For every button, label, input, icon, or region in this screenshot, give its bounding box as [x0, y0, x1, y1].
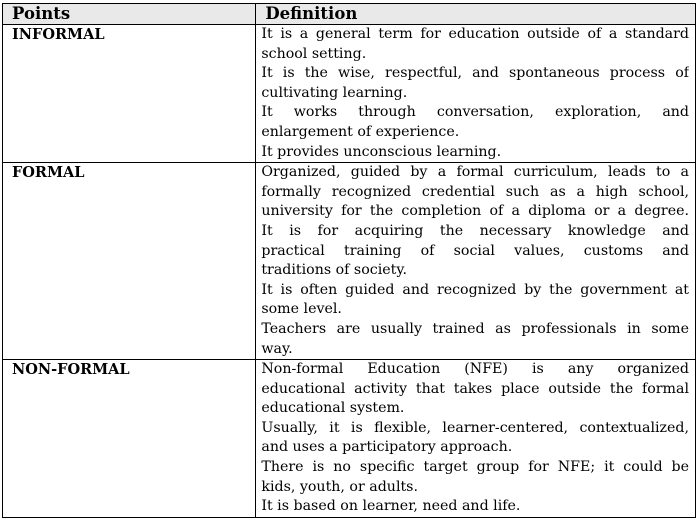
header-definition: Definition: [256, 4, 696, 25]
definition-line: cultivating learning.: [261, 84, 408, 101]
definition-line: It is often guided and recognized by the government at: [261, 281, 689, 298]
definition-line: There is no specific target group for NFE; it could be: [261, 459, 689, 476]
definition-line: some level.: [261, 301, 342, 318]
definition-line: way.: [261, 340, 293, 357]
definition-line: traditions of society.: [261, 262, 407, 279]
definition-line: Non-formal Education (NFE) is any organized: [261, 361, 689, 378]
definition-line: It is based on learner, need and life.: [261, 498, 521, 515]
definition-line: Teachers are usually trained as professionals in some: [261, 320, 689, 337]
definition-cell: [256, 360, 696, 518]
point-label: INFORMAL: [12, 26, 105, 43]
definition-line: kids, youth, or adults.: [261, 478, 418, 495]
table-row-non-formal: [3, 360, 696, 518]
definition-line: It is for acquiring the necessary knowledge and: [261, 222, 689, 239]
header-row: [3, 4, 696, 25]
point-cell: [3, 360, 256, 518]
definition-line: school setting.: [261, 45, 367, 62]
definition-line: It is a general term for education outside of a standard: [261, 26, 689, 42]
definition-cell: [256, 163, 696, 360]
definition-line: formally recognized credential such as a high school,: [261, 183, 689, 200]
header-points: Points: [3, 4, 256, 25]
definition-cell: [256, 25, 696, 163]
point-cell: [3, 163, 256, 360]
table-row-formal: [3, 163, 696, 360]
table-row-informal: [3, 25, 696, 163]
definitions-table: [2, 3, 696, 518]
definition-line: Organized, guided by a formal curriculum, leads to a: [261, 164, 689, 181]
definition-line: It works through conversation, exploration, and: [261, 104, 689, 121]
definition-line: educational activity that takes place outside the formal: [261, 380, 689, 397]
definition-line: enlargement of experience.: [261, 123, 460, 140]
point-label: NON-FORMAL: [12, 361, 130, 379]
definition-line: university for the completion of a diploma or a degree.: [261, 203, 689, 220]
definition-line: It is the wise, respectful, and spontaneous process of: [261, 65, 689, 82]
definition-line: Usually, it is flexible, learner-centered, contextualized,: [261, 419, 689, 436]
definition-line: practical training of social values, customs and: [261, 242, 689, 259]
point-cell: [3, 25, 256, 163]
definition-line: educational system.: [261, 400, 405, 417]
definition-line: It provides unconscious learning.: [261, 143, 502, 160]
definition-line: and uses a participatory approach.: [261, 439, 513, 456]
point-label: FORMAL: [12, 164, 85, 182]
